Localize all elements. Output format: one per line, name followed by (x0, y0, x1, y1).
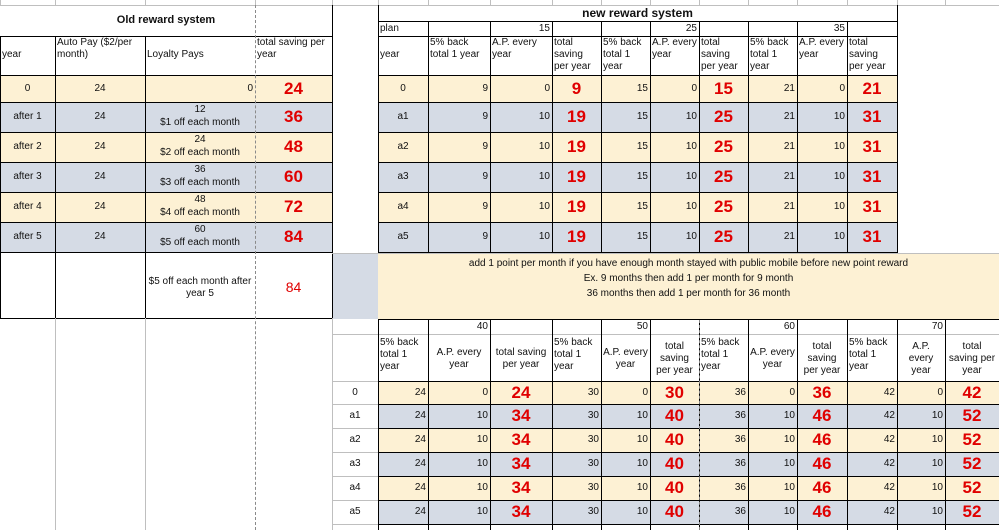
value-cell[interactable]: 21 (783, 171, 795, 182)
grid-line (378, 21, 379, 253)
total-cell[interactable]: 31 (862, 167, 882, 186)
grid-line (378, 524, 999, 525)
grid-line (378, 428, 999, 429)
grid-line (378, 162, 897, 163)
total-cell[interactable]: 25 (714, 197, 733, 216)
value-cell[interactable]: 10 (636, 434, 648, 445)
total-cell[interactable]: 31 (862, 137, 882, 156)
value-cell[interactable]: 42 (883, 410, 895, 421)
header-total[interactable]: total saving per year (554, 37, 591, 72)
new-reward-title[interactable]: new reward system (582, 6, 693, 20)
grid-line (255, 5, 256, 530)
value-cell[interactable]: 24 (414, 434, 426, 445)
note-line-2[interactable]: Ex. 9 months then add 1 per month for 9 month (583, 273, 794, 284)
header-ap[interactable]: A.P. every year (750, 346, 795, 370)
total-cell[interactable]: 52 (962, 406, 982, 425)
note-line-1[interactable]: add 1 point per month if you have enough month stayed with public mobile before new point reward (468, 258, 909, 269)
value-cell[interactable]: 10 (685, 201, 697, 212)
total-cell[interactable]: 19 (567, 167, 586, 186)
new-year-cell[interactable]: 0 (400, 82, 406, 94)
old-year-cell[interactable]: 0 (24, 82, 31, 94)
value-cell[interactable]: 21 (783, 141, 795, 152)
new-year-cell[interactable]: a4 (397, 201, 409, 212)
total-cell[interactable]: 52 (962, 502, 982, 521)
value-cell[interactable]: 10 (476, 458, 488, 469)
total-cell[interactable]: 40 (665, 454, 684, 473)
value-cell[interactable]: 24 (414, 386, 426, 398)
grid-line (0, 102, 332, 103)
value-cell[interactable]: 10 (636, 506, 648, 517)
value-cell[interactable]: 10 (931, 434, 943, 445)
grid-line (378, 192, 897, 193)
total-cell[interactable]: 46 (812, 478, 832, 497)
grid-line (699, 21, 700, 253)
value-cell[interactable]: 10 (833, 201, 845, 212)
value-cell[interactable]: 10 (783, 458, 795, 469)
new-year-cell[interactable]: a5 (349, 506, 361, 517)
old-total-cell[interactable]: 60 (284, 167, 303, 186)
old-loyalty-value[interactable]: 24 (194, 133, 206, 145)
new-year-cell[interactable]: a1 (397, 111, 409, 122)
old-autopay-cell[interactable]: 24 (94, 231, 106, 242)
value-cell[interactable]: 10 (931, 506, 943, 517)
value-cell[interactable]: 0 (789, 386, 795, 398)
grid-line (332, 381, 378, 382)
total-cell[interactable]: 25 (714, 137, 733, 156)
value-cell[interactable]: 10 (685, 171, 697, 182)
grid-line (897, 5, 898, 21)
value-cell[interactable]: 10 (636, 482, 648, 493)
value-cell[interactable]: 9 (482, 201, 488, 212)
value-cell[interactable]: 10 (833, 111, 845, 122)
value-cell[interactable]: 10 (538, 111, 550, 122)
header-total[interactable]: total saving per year (656, 340, 693, 376)
header-back[interactable]: 5% back total 1 year (554, 337, 593, 372)
value-cell[interactable]: 9 (482, 231, 488, 242)
total-cell[interactable]: 9 (571, 78, 582, 98)
value-cell[interactable]: 10 (476, 482, 488, 493)
grid-line (0, 252, 332, 253)
value-cell[interactable]: 30 (587, 482, 599, 493)
old-loyalty-note[interactable]: $2 off each month (160, 147, 240, 158)
header-year[interactable]: year (2, 49, 22, 60)
header-total[interactable]: total saving per year (803, 340, 841, 376)
plan-70[interactable]: 70 (931, 321, 943, 332)
grid-line (490, 21, 491, 253)
plan-60[interactable]: 60 (783, 321, 795, 332)
total-cell[interactable]: 19 (567, 197, 586, 216)
value-cell[interactable]: 30 (587, 458, 599, 469)
total-cell[interactable]: 19 (567, 137, 586, 156)
grid-line (428, 320, 429, 530)
grid-line (332, 428, 378, 429)
grid-line (378, 452, 999, 453)
grid-line (332, 253, 999, 254)
value-cell[interactable]: 30 (587, 434, 599, 445)
value-cell[interactable]: 10 (833, 171, 845, 182)
total-cell[interactable]: 15 (714, 78, 733, 98)
header-total[interactable]: total saving per year (257, 37, 325, 60)
old-year-cell[interactable]: after 2 (13, 141, 42, 152)
old-autopay-cell[interactable]: 24 (94, 111, 106, 122)
header-total[interactable]: total saving per year (495, 346, 547, 370)
grid-line (378, 132, 897, 133)
total-cell[interactable]: 31 (862, 107, 882, 126)
grid-line (748, 320, 749, 530)
total-cell[interactable]: 25 (714, 167, 733, 186)
value-cell[interactable]: 9 (482, 141, 488, 152)
value-cell[interactable]: 10 (538, 201, 550, 212)
old-total-cell[interactable]: 84 (284, 227, 303, 246)
value-cell[interactable]: 10 (783, 506, 795, 517)
old-autopay-cell[interactable]: 24 (94, 171, 106, 182)
value-cell[interactable]: 21 (783, 231, 795, 242)
old-loyalty-note[interactable]: $1 off each month (160, 117, 240, 128)
new-year-cell[interactable]: a4 (349, 482, 361, 493)
value-cell[interactable]: 42 (883, 482, 895, 493)
grid-line (55, 36, 56, 318)
grid-line (797, 21, 798, 253)
total-cell[interactable]: 46 (812, 406, 832, 425)
grid-line (0, 318, 332, 319)
grid-line (378, 222, 897, 223)
value-cell[interactable]: 36 (734, 506, 746, 517)
value-cell[interactable]: 36 (734, 458, 746, 469)
header-ap[interactable]: A.P. every year (908, 340, 934, 376)
old-total-cell[interactable]: 24 (284, 78, 303, 98)
grid-line (490, 320, 491, 530)
new-year-cell[interactable]: a3 (349, 458, 361, 469)
value-cell[interactable]: 10 (931, 482, 943, 493)
grid-line (428, 21, 429, 253)
grid-line (650, 320, 651, 530)
grid-line (378, 102, 897, 103)
total-cell[interactable]: 19 (567, 227, 586, 246)
value-cell[interactable]: 15 (636, 111, 648, 122)
grid-line (332, 318, 333, 530)
new-year-cell[interactable]: a2 (349, 434, 361, 445)
value-cell[interactable]: 10 (685, 111, 697, 122)
note-line-3[interactable]: 36 months then add 1 per month for 36 month (586, 288, 791, 299)
total-cell[interactable]: 34 (511, 478, 531, 497)
header-back[interactable]: 5% back total 1 year (701, 337, 740, 372)
new-year-cell[interactable]: a2 (397, 141, 409, 152)
grid-line (332, 404, 378, 405)
value-cell[interactable]: 0 (691, 82, 697, 94)
plan-40[interactable]: 40 (476, 321, 488, 332)
new-year-header[interactable]: year (380, 49, 400, 60)
value-cell[interactable]: 30 (587, 410, 599, 421)
value-cell[interactable]: 9 (482, 111, 488, 122)
grid-line (650, 21, 651, 253)
grid-line (378, 404, 999, 405)
header-ap[interactable]: A.P. every year (799, 37, 844, 60)
value-cell[interactable]: 10 (833, 141, 845, 152)
value-cell[interactable]: 15 (636, 231, 648, 242)
old-after-note[interactable]: $5 off each month after year 5 (148, 275, 252, 299)
total-cell[interactable]: 36 (812, 382, 832, 402)
value-cell[interactable]: 42 (883, 506, 895, 517)
new-year-cell[interactable]: 0 (352, 386, 358, 398)
grid-line (145, 36, 146, 318)
grid-line (378, 476, 999, 477)
value-cell[interactable]: 10 (931, 410, 943, 421)
value-cell[interactable]: 42 (883, 386, 895, 398)
plan-25[interactable]: 25 (685, 22, 697, 34)
old-loyalty-value[interactable]: 48 (194, 193, 206, 205)
total-cell[interactable]: 34 (511, 502, 531, 521)
total-cell[interactable]: 34 (511, 454, 531, 473)
total-cell[interactable]: 40 (665, 478, 684, 497)
total-cell[interactable]: 40 (665, 430, 684, 449)
value-cell[interactable]: 10 (833, 231, 845, 242)
old-autopay-cell[interactable]: 24 (94, 201, 106, 212)
grid-line (945, 320, 946, 530)
value-cell[interactable]: 36 (734, 434, 746, 445)
old-loyalty-value[interactable]: 12 (194, 103, 206, 115)
value-cell[interactable]: 24 (414, 410, 426, 421)
old-total-cell[interactable]: 72 (284, 197, 303, 216)
value-cell[interactable]: 10 (783, 434, 795, 445)
old-autopay-cell[interactable]: 24 (94, 82, 106, 94)
header-ap[interactable]: A.P. every year (492, 37, 537, 60)
value-cell[interactable]: 10 (538, 141, 550, 152)
plan-50[interactable]: 50 (636, 321, 648, 332)
grid-line (0, 192, 332, 193)
header-ap[interactable]: A.P. every year (652, 37, 697, 60)
grid-line (0, 132, 332, 133)
header-back[interactable]: 5% back total 1 year (849, 337, 888, 372)
grid-line (0, 36, 1, 318)
header-ap[interactable]: A.P. every year (436, 346, 482, 370)
total-cell[interactable]: 46 (812, 502, 832, 521)
old-loyalty-value[interactable]: 36 (194, 163, 206, 175)
total-cell[interactable]: 25 (714, 227, 733, 246)
old-year-cell[interactable]: after 1 (13, 111, 42, 122)
grid-line (332, 524, 378, 525)
old-total-cell[interactable]: 36 (284, 107, 303, 126)
grid-line (378, 320, 379, 530)
value-cell[interactable]: 15 (636, 171, 648, 182)
value-cell[interactable]: 10 (636, 458, 648, 469)
total-cell[interactable]: 52 (962, 478, 982, 497)
total-cell[interactable]: 42 (962, 382, 982, 402)
grid-line (55, 318, 56, 530)
value-cell[interactable]: 42 (883, 458, 895, 469)
grid-line (378, 319, 999, 320)
old-year-cell[interactable]: after 4 (13, 201, 42, 212)
value-cell[interactable]: 10 (685, 231, 697, 242)
grid-line (332, 5, 333, 320)
plan-15[interactable]: 15 (538, 22, 550, 34)
total-cell[interactable]: 25 (714, 107, 733, 126)
total-cell[interactable]: 40 (665, 502, 684, 521)
value-cell[interactable]: 0 (544, 82, 550, 94)
grid-line (601, 21, 602, 253)
value-cell[interactable]: 10 (931, 458, 943, 469)
value-cell[interactable]: 42 (883, 434, 895, 445)
grid-line (378, 21, 897, 22)
grid-line (0, 75, 332, 76)
value-cell[interactable]: 21 (783, 201, 795, 212)
value-cell[interactable]: 10 (476, 506, 488, 517)
grid-line (897, 21, 898, 253)
value-cell[interactable]: 0 (937, 386, 943, 398)
grid-line (378, 5, 379, 21)
total-cell[interactable]: 52 (962, 430, 982, 449)
total-cell[interactable]: 24 (511, 382, 531, 402)
old-loyalty-note[interactable]: $3 off each month (160, 177, 240, 188)
new-year-cell[interactable]: a5 (397, 231, 409, 242)
grid-line (797, 320, 798, 530)
grid-line (378, 381, 999, 382)
old-year-cell[interactable]: after 5 (13, 231, 42, 242)
grid-line (0, 222, 332, 223)
row-fill (332, 253, 378, 319)
value-cell[interactable]: 0 (839, 82, 845, 94)
grid-line (897, 320, 898, 530)
total-cell[interactable]: 52 (962, 454, 982, 473)
value-cell[interactable]: 36 (734, 482, 746, 493)
old-total-cell[interactable]: 48 (284, 137, 303, 156)
value-cell[interactable]: 30 (587, 506, 599, 517)
value-cell[interactable]: 10 (476, 410, 488, 421)
value-cell[interactable]: 21 (783, 82, 795, 94)
grid-line (748, 21, 749, 253)
grid-line (378, 500, 999, 501)
value-cell[interactable]: 10 (636, 410, 648, 421)
grid-line (552, 320, 553, 530)
total-cell[interactable]: 46 (812, 454, 832, 473)
grid-line (332, 476, 378, 477)
value-cell[interactable]: 9 (482, 171, 488, 182)
old-loyalty-note[interactable]: $4 off each month (160, 207, 240, 218)
old-loyalty-cell[interactable]: 0 (247, 82, 253, 94)
grid-line (332, 452, 378, 453)
header-loyalty[interactable]: Loyalty Pays (147, 49, 204, 60)
new-year-cell[interactable]: a3 (397, 171, 409, 182)
value-cell[interactable]: 10 (783, 410, 795, 421)
total-cell[interactable]: 40 (665, 406, 684, 425)
header-back[interactable]: 5% back total 1 year (750, 37, 789, 72)
value-cell[interactable]: 9 (482, 82, 488, 94)
total-cell[interactable]: 30 (665, 382, 684, 402)
value-cell[interactable]: 0 (482, 386, 488, 398)
total-cell[interactable]: 46 (812, 430, 832, 449)
grid-line (0, 5, 999, 6)
grid-line (552, 21, 553, 253)
value-cell[interactable]: 15 (636, 82, 648, 94)
value-cell[interactable]: 15 (636, 201, 648, 212)
total-cell[interactable]: 31 (862, 197, 882, 216)
grid-line (0, 36, 332, 37)
header-back[interactable]: 5% back total 1 year (603, 37, 642, 72)
total-cell[interactable]: 34 (511, 430, 531, 449)
old-loyalty-note[interactable]: $5 off each month (160, 237, 240, 248)
value-cell[interactable]: 10 (685, 141, 697, 152)
total-cell[interactable]: 19 (567, 107, 586, 126)
total-cell[interactable]: 21 (862, 78, 882, 98)
value-cell[interactable]: 10 (783, 482, 795, 493)
header-autopay[interactable]: Auto Pay ($2/per month) (57, 37, 133, 60)
header-back[interactable]: 5% back total 1 year (380, 337, 419, 372)
header-total[interactable]: total saving per year (948, 340, 996, 376)
value-cell[interactable]: 24 (414, 506, 426, 517)
value-cell[interactable]: 0 (642, 386, 648, 398)
value-cell[interactable]: 10 (538, 171, 550, 182)
value-cell[interactable]: 10 (538, 231, 550, 242)
grid-line (847, 21, 848, 253)
header-ap[interactable]: A.P. every year (603, 346, 648, 370)
grid-line (378, 36, 897, 37)
old-year-cell[interactable]: after 3 (13, 171, 42, 182)
old-after-total[interactable]: 84 (285, 279, 302, 295)
old-loyalty-value[interactable]: 60 (194, 223, 206, 235)
header-back[interactable]: 5% back total 1 year (430, 37, 480, 60)
value-cell[interactable]: 10 (476, 434, 488, 445)
grid-line (145, 318, 146, 530)
old-reward-title[interactable]: Old reward system (116, 14, 216, 26)
plan-35[interactable]: 35 (833, 22, 845, 34)
grid-line (332, 334, 999, 335)
value-cell[interactable]: 30 (587, 386, 599, 398)
grid-line (332, 500, 378, 501)
grid-line (847, 320, 848, 530)
plan-label[interactable]: plan (380, 22, 399, 34)
value-cell[interactable]: 36 (734, 386, 746, 398)
header-total[interactable]: total saving per year (849, 37, 886, 72)
grid-line (0, 162, 332, 163)
old-autopay-cell[interactable]: 24 (94, 141, 106, 152)
value-cell[interactable]: 24 (414, 482, 426, 493)
value-cell[interactable]: 21 (783, 111, 795, 122)
total-cell[interactable]: 34 (511, 406, 531, 425)
header-total[interactable]: total saving per year (701, 37, 738, 72)
grid-line (699, 320, 700, 530)
value-cell[interactable]: 24 (414, 458, 426, 469)
grid-line (378, 75, 897, 76)
new-year-cell[interactable]: a1 (349, 410, 361, 421)
value-cell[interactable]: 15 (636, 141, 648, 152)
total-cell[interactable]: 31 (862, 227, 882, 246)
value-cell[interactable]: 36 (734, 410, 746, 421)
grid-line (601, 320, 602, 530)
